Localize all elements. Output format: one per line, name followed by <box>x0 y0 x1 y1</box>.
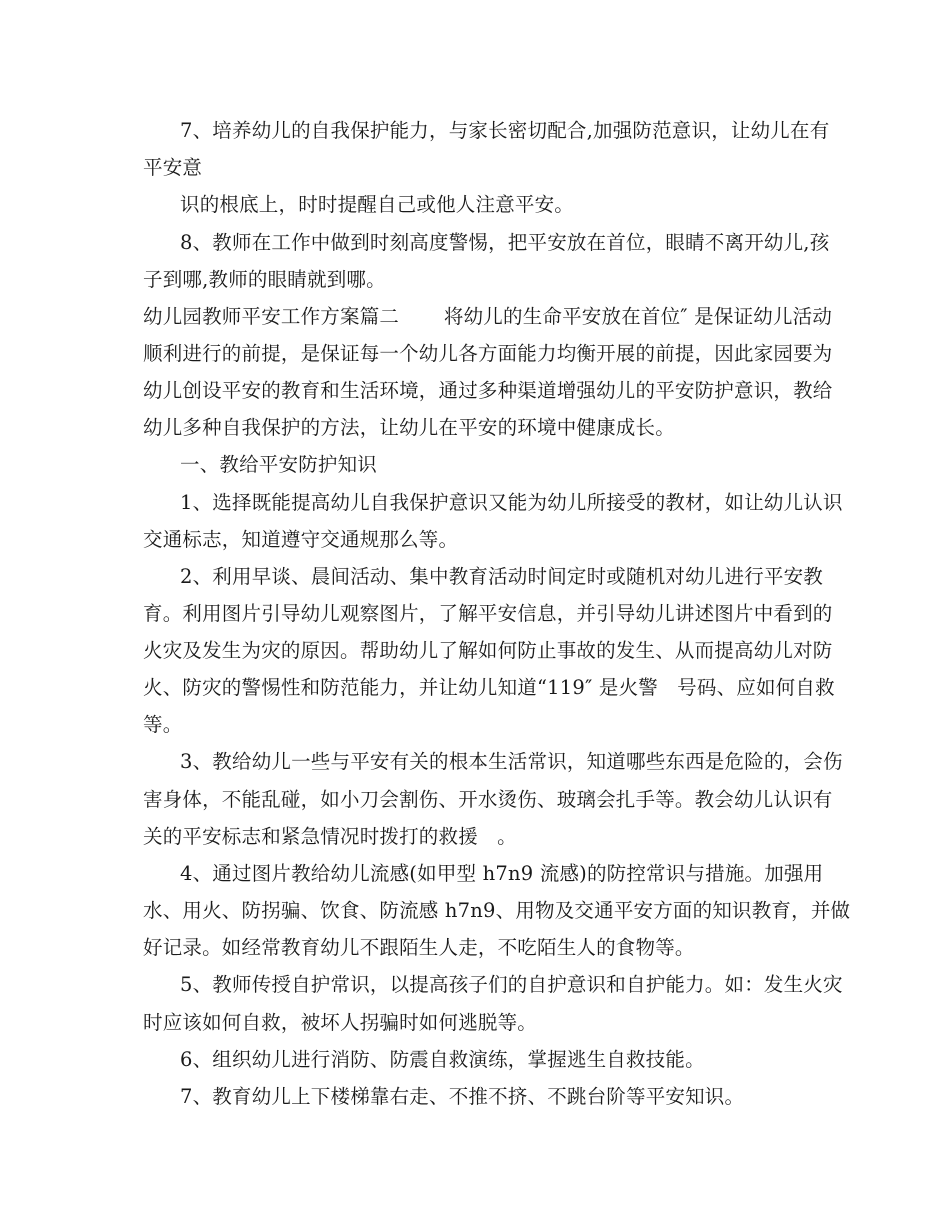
text-line: 6、组织幼儿进行消防、防震自救演练，掌握逃生自救技能。 <box>180 1048 705 1071</box>
text-line: 幼儿创设平安的教育和生活环境，通过多种渠道增强幼儿的平安防护意识，教给 <box>143 379 833 402</box>
text-line: 2、利用早谈、晨间活动、集中教育活动时间定时或随机对幼儿进行平安教 <box>180 565 824 588</box>
text-line: 交通标志，知道遵守交通规那么等。 <box>143 528 459 551</box>
text-line: 好记录。如经常教育幼儿不跟陌生人走，不吃陌生人的食物等。 <box>143 936 695 959</box>
text-line: 7、教育幼儿上下楼梯靠右走、不推不挤、不跳台阶等平安知识。 <box>180 1085 745 1108</box>
text-line: 时应该如何自救，被坏人拐骗时如何逃脱等。 <box>143 1011 538 1034</box>
text-line: 等。 <box>143 713 183 736</box>
text-line: 育。利用图片引导幼儿观察图片，了解平安信息，并引导幼儿讲述图片中看到的 <box>143 602 833 625</box>
text-line: 8、教师在工作中做到时刻高度警惕，把平安放在首位，眼睛不离开幼儿,孩 <box>180 231 830 254</box>
text-line: 水、用火、防拐骗、饮食、防流感 h7n9、用物及交通平安方面的知识教育，并做 <box>143 899 851 922</box>
text-line: 关的平安标志和紧急情况时拨打的救援 。 <box>143 825 517 848</box>
text-line: 3、教给幼儿一些与平安有关的根本生活常识，知道哪些东西是危险的，会伤 <box>180 750 843 773</box>
subsection-heading: 一、教给平安防护知识 <box>180 453 378 476</box>
section-heading-line: 幼儿园教师平安工作方案篇二 将幼儿的生命平安放在首位″ 是保证幼儿活动 <box>143 305 833 328</box>
text-line: 识的根底上，时时提醒自己或他人注意平安。 <box>180 193 575 216</box>
text-line: 平安意 <box>143 156 203 179</box>
text-line: 顺利进行的前提，是保证每一个幼儿各方面能力均衡开展的前提，因此家园要为 <box>143 342 833 365</box>
text-line: 害身体，不能乱碰，如小刀会割伤、开水烫伤、玻璃会扎手等。教会幼儿认识有 <box>143 788 833 811</box>
text-line: 火、防灾的警惕性和防范能力，并让幼儿知道“119″ 是火警 号码、应如何自救 <box>143 676 835 699</box>
text-line: 4、通过图片教给幼儿流感(如甲型 h7n9 流感)的防控常识与措施。加强用 <box>180 862 824 885</box>
text-line: 子到哪,教师的眼睛就到哪。 <box>143 268 386 291</box>
text-line: 火灾及发生为灾的原因。帮助幼儿了解如何防止事故的发生、从而提高幼儿对防 <box>143 639 833 662</box>
text-line: 5、教师传授自护常识，以提高孩子们的自护意识和自护能力。如：发生火灾 <box>180 973 843 996</box>
text-line: 幼儿多种自我保护的方法，让幼儿在平安的环境中健康成长。 <box>143 416 675 439</box>
text-line: 1、选择既能提高幼儿自我保护意识又能为幼儿所接受的教材，如让幼儿认识 <box>180 491 843 514</box>
text-line: 7、培养幼儿的自我保护能力，与家长密切配合,加强防范意识，让幼儿在有 <box>180 119 830 142</box>
